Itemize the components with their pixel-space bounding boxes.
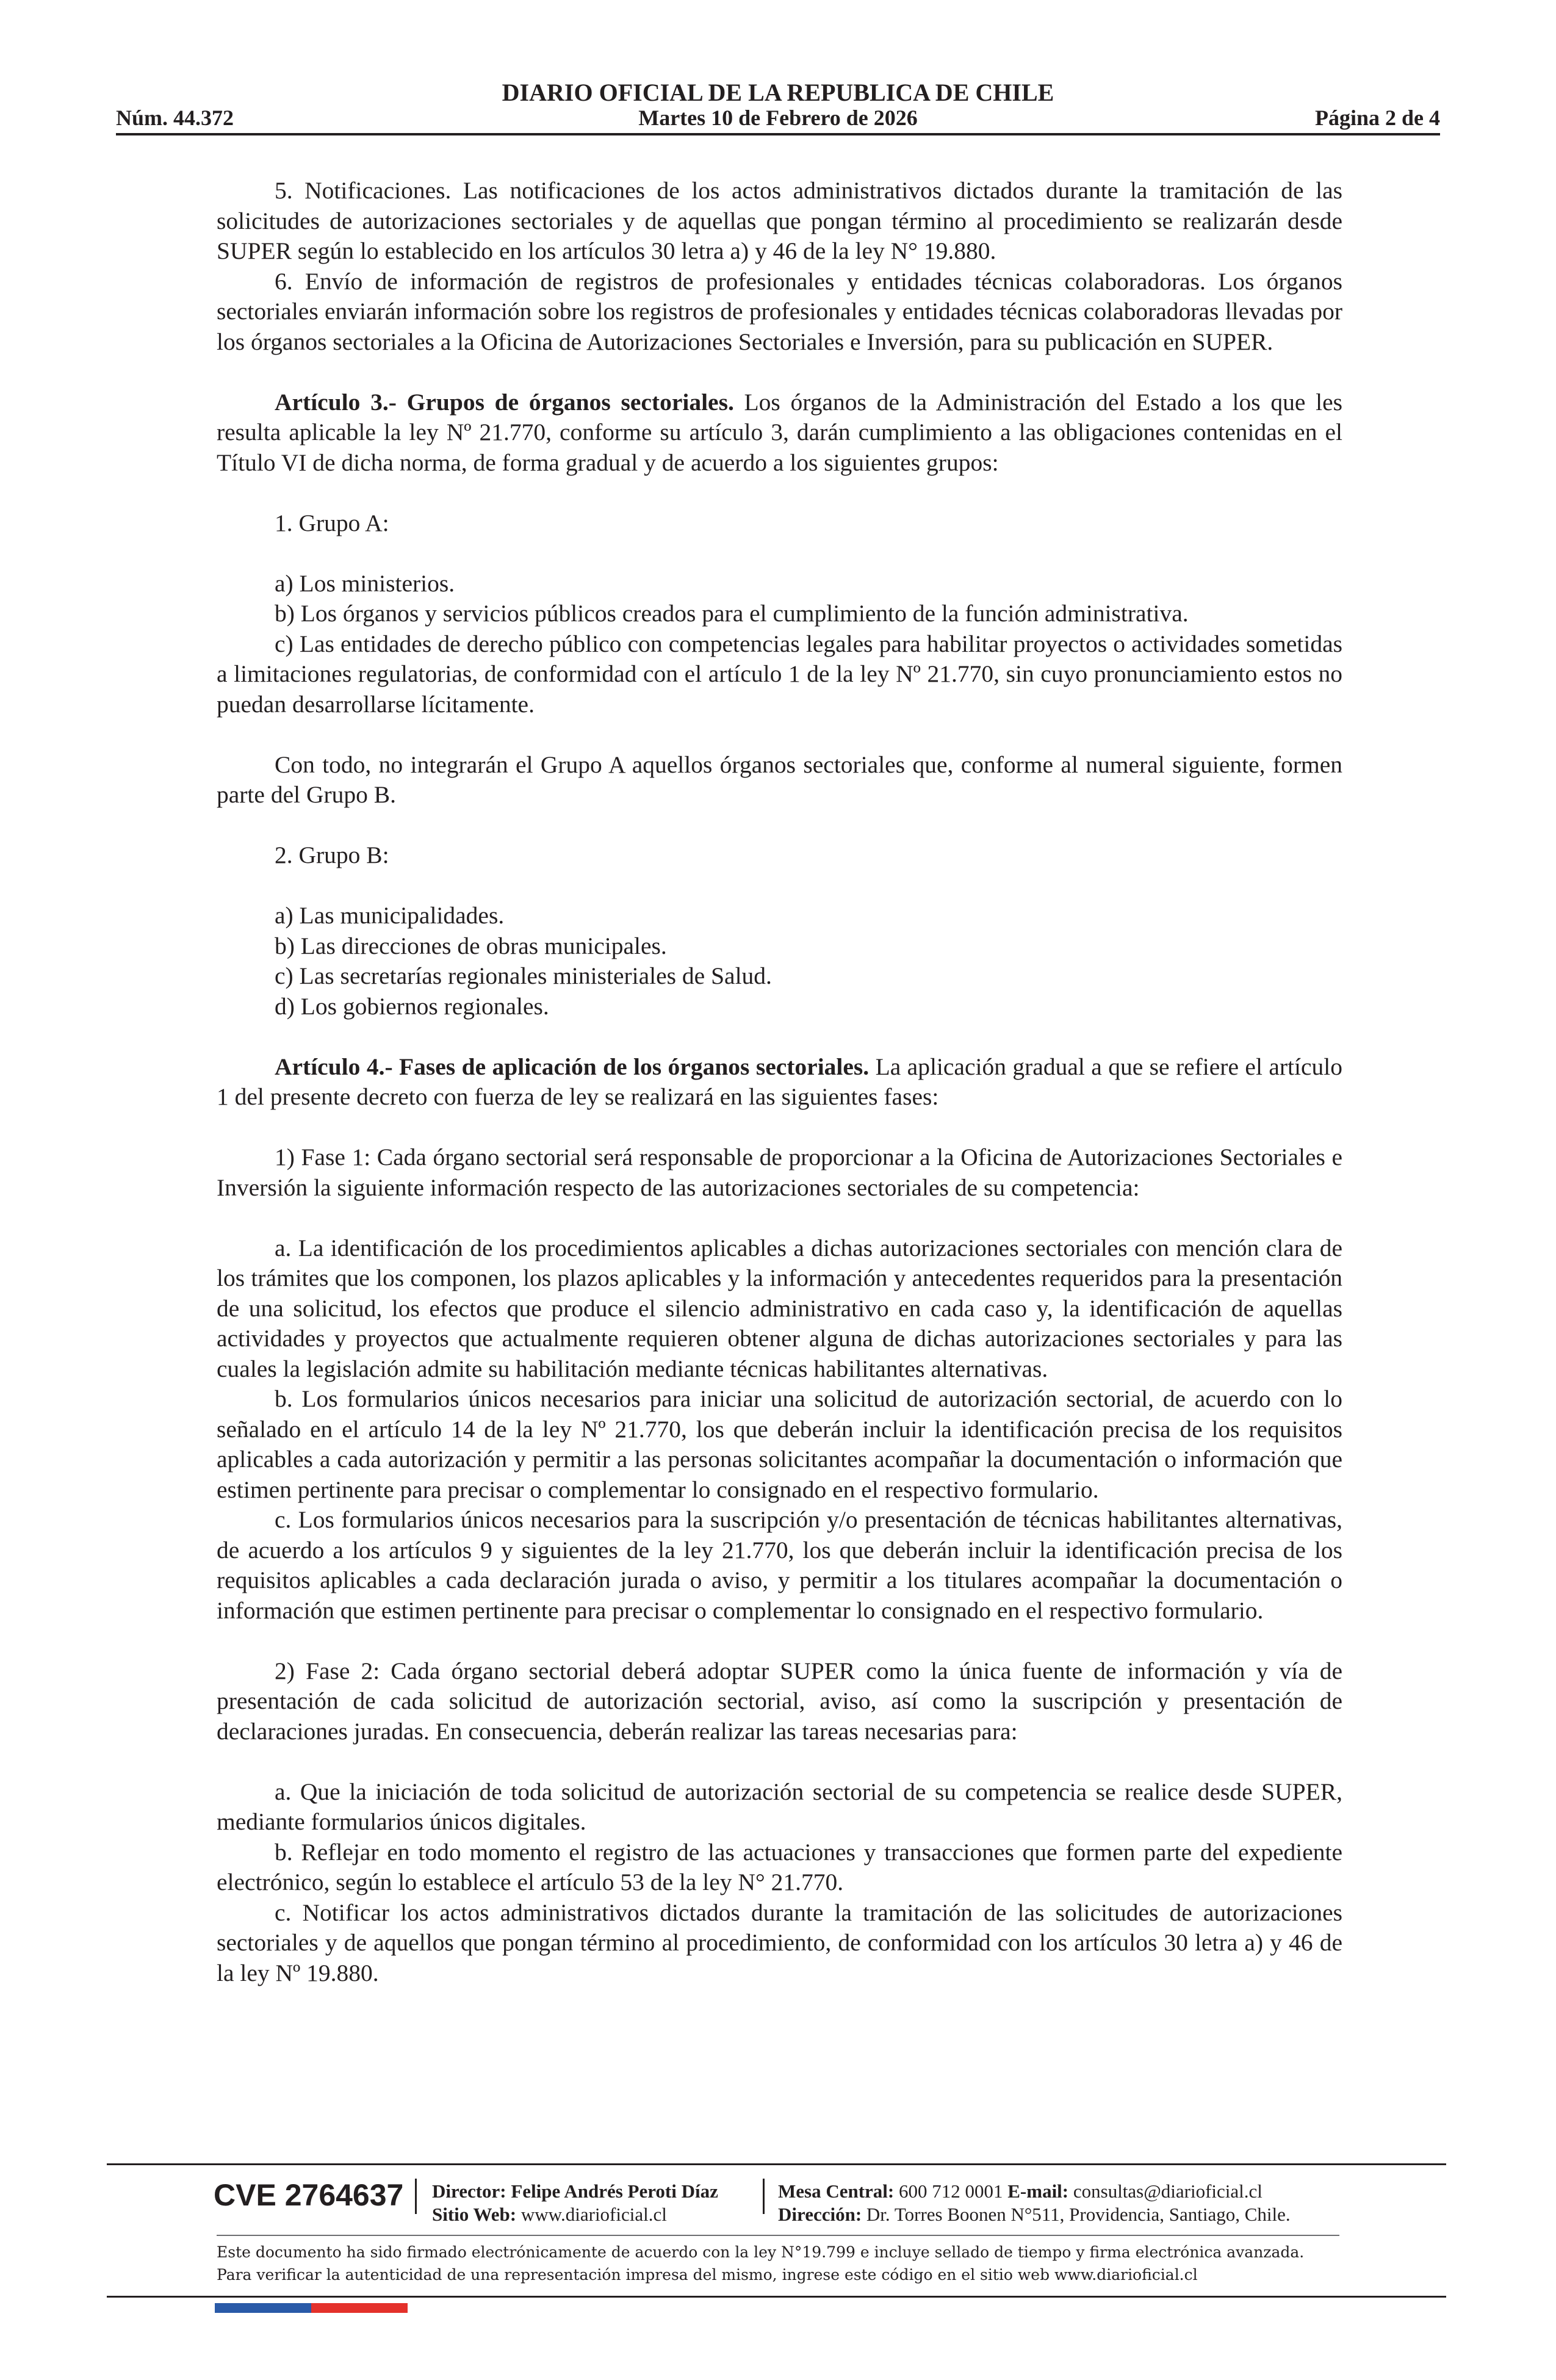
article-3-heading: Artículo 3.- Grupos de órganos sectoriales. (275, 388, 734, 416)
footer-bottom-divider (107, 2296, 1446, 2298)
director-name: Felipe Andrés Peroti Díaz (506, 2180, 718, 2202)
footer-separator (415, 2179, 417, 2214)
group-a-item-b: b) Los órganos y servicios públicos creados para el cumplimiento de la función administrativa. (275, 600, 1189, 627)
signature-note: Este documento ha sido firmado electrónicamente de acuerdo con la ley N°19.799 e incluye sellado de tiempo y firma electrónica avanzada. Para verificar la autenticidad de una representación impresa del mismo, ingrese este código en el sitio web www.diarioficial.cl (217, 2243, 1305, 2284)
phase-2: 2) Fase 2: Cada órgano sectorial deberá adoptar SUPER como la única fuente de información y vía de presentación de cada solicitud de autorización sectorial, aviso, así como la suscripción y presentación de declaraciones juradas. En consecuencia, deberán realizar las tareas necesarias para: (217, 1657, 1342, 1745)
group-b-item-a: a) Las municipalidades. (275, 902, 505, 929)
group-a-item-a: a) Los ministerios. (275, 569, 455, 597)
paragraph-con-todo: Con todo, no integrarán el Grupo A aquellos órganos sectoriales que, conforme al numeral siguiente, formen parte del Grupo B. (217, 751, 1342, 808)
phase-1-item-b: b. Los formularios únicos necesarios para iniciar una solicitud de autorización sectorial, de acuerdo con lo señalado en el artículo 14 de la ley Nº 21.770, los que deberán incluir la identificación precisa de los requisitos aplicables a cada autorización y permitir a las personas solicitantes acompañar la documentación o información que estimen pertinente para precisar o complementar lo consignado en el respectivo formulario. (217, 1385, 1342, 1503)
group-b-item-b: b) Las direcciones de obras municipales. (275, 932, 667, 959)
footer-contact-block (778, 2180, 1291, 2226)
website-label: Sitio Web: (432, 2204, 517, 2225)
website-line (432, 2203, 718, 2226)
phase-1: 1) Fase 1: Cada órgano sectorial será responsable de proporcionar a la Oficina de Autorizaciones Sectoriales e Inversión la siguiente información respecto de las autorizaciones sectoriales de su competencia: (217, 1144, 1342, 1201)
mesa-central-label: Mesa Central: (778, 2180, 895, 2202)
footer-director-block (432, 2180, 718, 2226)
contact-line (778, 2180, 1291, 2203)
article-3-text: Los órganos de la Administración del Estado a los que les resulta aplicable la ley Nº 21.770, conforme su artículo 3, darán cumplimiento a las obligaciones contenidas en el Título VI de dicha norma, de forma gradual y de acuerdo a los siguientes grupos: (217, 388, 1342, 476)
footer-top-divider (107, 2163, 1446, 2165)
document-body (217, 176, 1342, 2116)
flag-stripe-red (311, 2303, 408, 2313)
email-link[interactable]: consultas@diarioficial.cl (1068, 2180, 1262, 2202)
phase-1-item-a: a. La identificación de los procedimientos aplicables a dichas autorizaciones sectoriales con mención clara de los trámites que los componen, los plazos aplicables y la información y antecedentes requeridos para la presentación de una solicitud, los efectos que produce el silencio administrativo en cada caso y, la identificación de aquellas actividades y proyectos que actualmente requieren obtener alguna de dichas autorizaciones sectoriales y para las cuales la legislación admite su habilitación mediante técnicas habilitantes alternativas. (217, 1234, 1342, 1382)
address-line (778, 2203, 1291, 2226)
group-b-item-d: d) Los gobiernos regionales. (275, 992, 549, 1020)
flag-stripe-blue (215, 2303, 311, 2313)
group-a-item-c: c) Las entidades de derecho público con competencias legales para habilitar proyectos o actividades sometidas a limitaciones regulatorias, de conformidad con el artículo 1 de la ley Nº 21.770, sin cuyo pronunciamiento estos no puedan desarrollarse lícitamente. (217, 630, 1342, 718)
address-label: Dirección: (778, 2204, 862, 2225)
issue-number: Núm. 44.372 (116, 106, 234, 130)
phase-2-item-a: a. Que la iniciación de toda solicitud de autorización sectorial de su competencia se realice desde SUPER, mediante formularios únicos digitales. (217, 1778, 1342, 1835)
article-4 (217, 1052, 1342, 1112)
director-line (432, 2180, 718, 2203)
footer-note-divider (217, 2235, 1339, 2236)
phase-2-item-c: c. Notificar los actos administrativos dictados durante la tramitación de las solicitudes de autorizaciones sectoriales y de aquellos que pongan término al procedimiento, de conformidad con los artículos 30 letra a) y 46 de la ley Nº 19.880. (217, 1899, 1342, 1986)
group-b-heading: 2. Grupo B: (275, 842, 389, 868)
website-link[interactable]: www.diarioficial.cl (516, 2204, 667, 2225)
publication-date: Martes 10 de Febrero de 2026 (638, 106, 918, 130)
address-value: Dr. Torres Boonen N°511, Providencia, Santiago, Chile. (862, 2204, 1291, 2225)
article-3 (217, 388, 1342, 478)
article-4-heading: Artículo 4.- Fases de aplicación de los órganos sectoriales. (275, 1053, 870, 1080)
mesa-central-number: 600 712 0001 (894, 2180, 1008, 2202)
group-b-item-c: c) Las secretarías regionales ministeriales de Salud. (275, 962, 772, 989)
group-a-heading: 1. Grupo A: (275, 509, 389, 536)
phase-2-item-b: b. Reflejar en todo momento el registro de las actuaciones y transacciones que formen parte del expediente electrónico, según lo establece el artículo 53 de la ley N° 21.770. (217, 1838, 1342, 1895)
article-4-text: La aplicación gradual a que se refiere el artículo 1 del presente decreto con fuerza de ley se realizará en las siguientes fases: (217, 1053, 1342, 1110)
footer-separator (763, 2179, 765, 2214)
page-indicator: Página 2 de 4 (1314, 106, 1440, 130)
cve-code: CVE 2764637 (214, 2178, 404, 2212)
publication-title: DIARIO OFICIAL DE LA REPUBLICA DE CHILE (502, 79, 1054, 106)
director-label: Director: (432, 2180, 506, 2202)
phase-1-item-c: c. Los formularios únicos necesarios para la suscripción y/o presentación de técnicas habilitantes alternativas, de acuerdo a los artículos 9 y siguientes de la ley 21.770, los que deberán incluir la identificación precisa de los requisitos aplicables a cada declaración jurada o aviso, y permitir a los titulares acompañar la documentación o información que estimen pertinente para precisar o complementar lo consignado en el respectivo formulario. (217, 1506, 1342, 1624)
page-header (116, 72, 1440, 135)
paragraph-notificaciones: 5. Notificaciones. Las notificaciones de los actos administrativos dictados durante la tramitación de las solicitudes de autorizaciones sectoriales y de aquellas que pongan término al procedimiento se realizarán desde SUPER según lo establecido en los artículos 30 letra a) y 46 de la ley N° 19.880. (217, 177, 1342, 264)
paragraph-envio-informacion: 6. Envío de información de registros de profesionales y entidades técnicas colaboradoras. Los órganos sectoriales enviarán información sobre los registros de profesionales y entidades técnicas colaboradoras llevadas por los órganos sectoriales a la Oficina de Autorizaciones Sectoriales e Inversión, para su publicación en SUPER. (217, 267, 1342, 355)
email-label: E-mail: (1007, 2180, 1069, 2202)
